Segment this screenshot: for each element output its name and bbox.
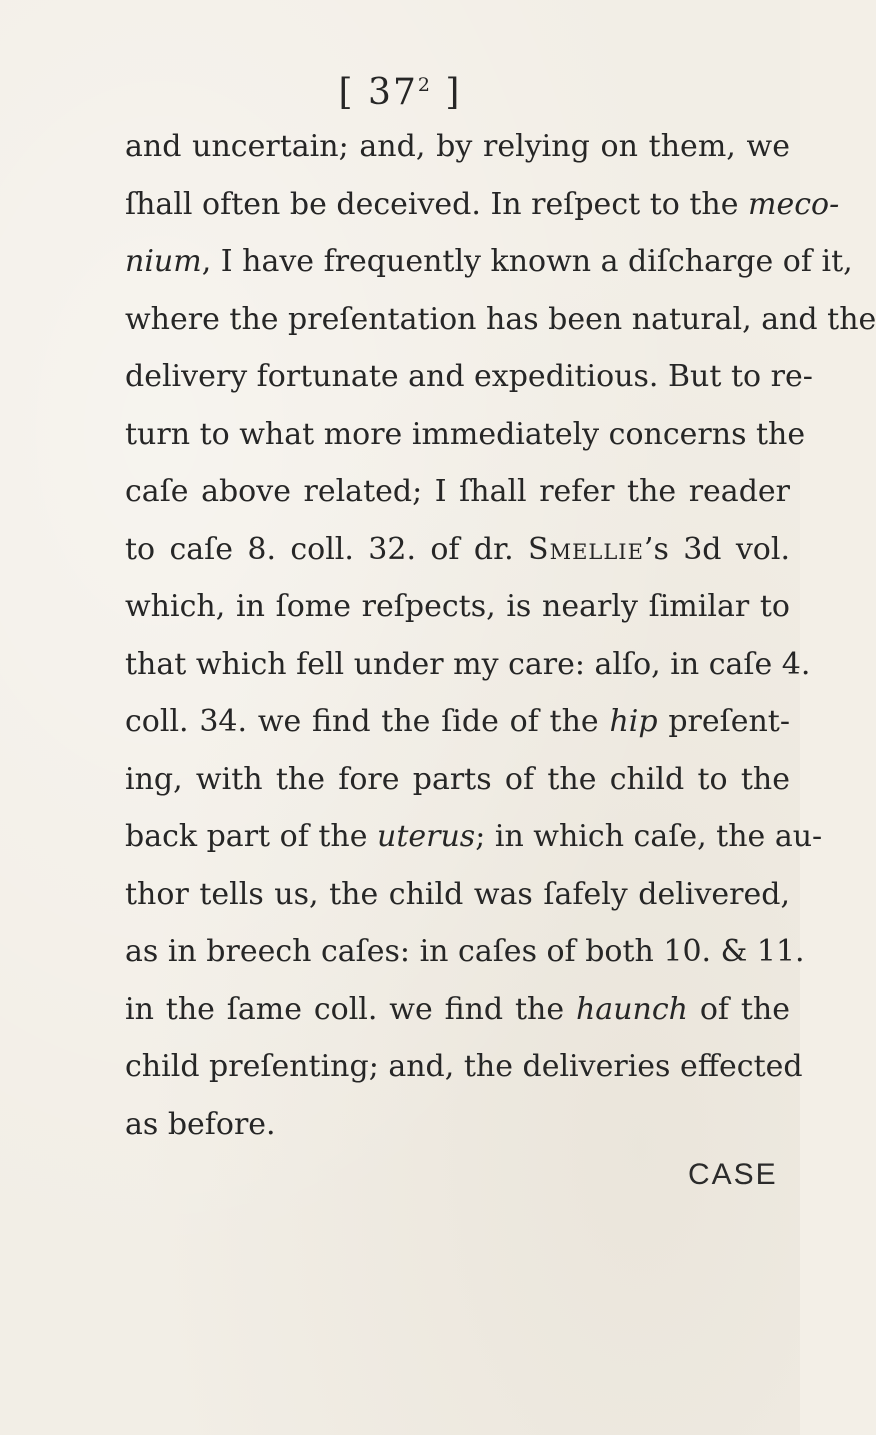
text-segment: which, in ſome reſpects, is nearly ſimilar to	[125, 589, 790, 624]
catchword: CASE	[688, 1158, 778, 1191]
italic-word: uterus	[377, 819, 476, 854]
text-line	[125, 923, 805, 981]
text-line	[125, 176, 840, 234]
text-segment: in the ſame coll. we find the	[125, 991, 576, 1027]
text-line	[125, 463, 790, 521]
text-line	[125, 866, 790, 924]
text-segment: ; in which caſe, the au-	[475, 819, 823, 854]
text-segment: of the	[687, 991, 790, 1027]
small-caps-name: Smellie	[528, 531, 644, 567]
text-segment: as in breech caſes: in caſes of both 10. & 11.	[125, 934, 805, 969]
header-close-bracket: ]	[445, 72, 462, 113]
text-segment: , I have frequently known a diſcharge of it,	[201, 244, 853, 279]
page-header	[0, 72, 800, 113]
text-segment: coll. 34. we find the ſide of the	[125, 704, 610, 739]
text-segment: delivery fortunate and expeditious. But to re-	[125, 359, 813, 394]
text-segment: back part of the	[125, 819, 377, 854]
text-line	[125, 1096, 790, 1154]
text-line	[125, 118, 790, 176]
italic-word: hip	[609, 704, 658, 739]
body-text	[125, 118, 876, 1153]
text-segment: that which fell under my care: alſo, in caſe 4.	[125, 646, 811, 682]
page-number-superscript: 2	[417, 74, 432, 96]
text-line	[125, 348, 813, 406]
text-line	[125, 1038, 803, 1096]
text-segment: turn to what more immediately concerns the	[125, 416, 806, 452]
text-line	[125, 636, 811, 694]
text-segment: ſhall often be deceived. In reſpect to the	[125, 186, 749, 222]
page-number: 37	[368, 72, 418, 113]
text-segment: preſent-	[657, 704, 790, 739]
header-open-bracket: [	[338, 72, 355, 113]
italic-word: haunch	[575, 991, 688, 1027]
text-line	[125, 981, 790, 1039]
text-segment: and uncertain; and, by relying on them, we	[125, 129, 790, 164]
italic-word: meco-	[748, 186, 840, 222]
text-line	[125, 406, 806, 464]
text-line	[125, 808, 823, 866]
text-line	[125, 751, 790, 809]
text-segment: child preſenting; and, the deliveries effected	[125, 1049, 803, 1084]
text-segment: ing, with the fore parts of the child to the	[125, 761, 790, 797]
text-segment: as before.	[125, 1106, 276, 1142]
text-line	[125, 578, 790, 636]
text-segment: to caſe 8. coll. 32. of dr.	[125, 531, 529, 567]
text-segment: ’s 3d vol.	[643, 531, 790, 567]
text-segment: where the preſentation has been natural, and the	[125, 301, 876, 337]
text-line	[125, 291, 876, 349]
text-line	[125, 693, 790, 751]
text-segment: caſe above related; I ſhall refer the reader	[125, 474, 790, 509]
text-segment: thor tells us, the child was ſafely delivered,	[125, 876, 790, 912]
text-line	[125, 233, 853, 291]
text-line	[125, 521, 790, 579]
italic-word: nium	[125, 244, 202, 279]
